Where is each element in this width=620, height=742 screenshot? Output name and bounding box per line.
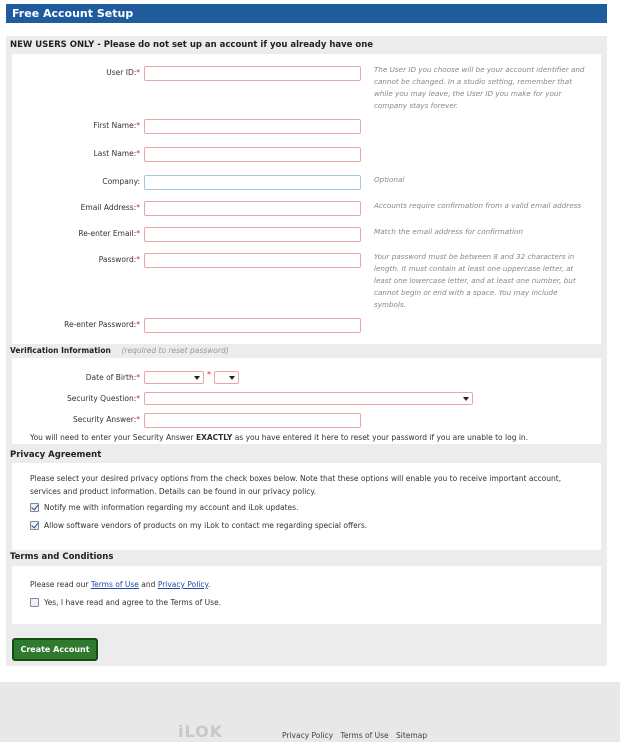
chevron-down-icon bbox=[194, 376, 200, 380]
password-hint: Your password must be between 8 and 32 characters in length. It must contain at least one uppercase letter, at least one lowercase letter, and at least one number, but cannot begin or end with a space. You may include symbols. bbox=[374, 252, 576, 309]
vendors-checkbox[interactable] bbox=[30, 521, 39, 530]
company-label: Company: bbox=[102, 177, 140, 186]
company-input[interactable] bbox=[144, 175, 361, 190]
email-input[interactable] bbox=[144, 201, 361, 216]
security-answer-note: You will need to enter your Security Answer EXACTLY as you have entered it here to reset your password if you are unable to log in. bbox=[30, 433, 529, 442]
terms-of-use-link[interactable]: Terms of Use bbox=[90, 580, 139, 589]
email-hint: Accounts require confirmation from a valid email address bbox=[374, 201, 582, 210]
footer-link-sitemap[interactable]: Sitemap bbox=[396, 731, 428, 740]
ilok-logo: iLOK bbox=[178, 722, 224, 741]
first-name-input[interactable] bbox=[144, 119, 361, 134]
last-name-label: Last Name:* bbox=[93, 149, 140, 158]
page-title: Free Account Setup bbox=[6, 4, 607, 23]
security-question-label: Security Question:* bbox=[66, 394, 140, 403]
chevron-down-icon bbox=[229, 376, 235, 380]
security-question-select[interactable] bbox=[144, 392, 473, 405]
chevron-down-icon bbox=[463, 397, 469, 401]
dob-day-select[interactable] bbox=[214, 371, 239, 384]
footer-link-terms[interactable]: Terms of Use bbox=[340, 731, 389, 740]
verification-header: Verification Information (required to reset password) bbox=[10, 346, 229, 355]
terms-agree-row[interactable]: Yes, I have read and agree to the Terms of Use. bbox=[30, 598, 221, 607]
email-label: Email Address:* bbox=[80, 203, 140, 212]
dob-label: Date of Birth:* bbox=[85, 373, 140, 382]
footer bbox=[0, 682, 620, 742]
password-input[interactable] bbox=[144, 253, 361, 268]
privacy-policy-link[interactable]: Privacy Policy bbox=[157, 580, 208, 589]
create-account-button[interactable]: Create Account bbox=[12, 638, 98, 661]
terms-box bbox=[12, 566, 601, 624]
last-name-input[interactable] bbox=[144, 147, 361, 162]
privacy-header: Privacy Agreement bbox=[10, 450, 102, 460]
user-id-input[interactable] bbox=[144, 66, 361, 81]
password-confirm-input[interactable] bbox=[144, 318, 361, 333]
footer-links bbox=[282, 731, 432, 740]
privacy-option-notify[interactable]: Notify me with information regarding my account and iLok updates. bbox=[30, 503, 298, 512]
dob-month-select[interactable] bbox=[144, 371, 204, 384]
privacy-box bbox=[12, 463, 601, 550]
email-confirm-input[interactable] bbox=[144, 227, 361, 242]
dob-required-mark: * bbox=[207, 370, 211, 379]
terms-agree-checkbox[interactable] bbox=[30, 598, 39, 607]
privacy-option-vendors[interactable]: Allow software vendors of products on my iLok to contact me regarding special offers. bbox=[30, 521, 367, 530]
company-hint: Optional bbox=[374, 175, 405, 184]
footer-link-privacy[interactable]: Privacy Policy bbox=[282, 731, 334, 740]
password-label: Password:* bbox=[98, 255, 140, 264]
new-users-header: NEW USERS ONLY - Please do not set up an account if you already have one bbox=[10, 40, 374, 50]
first-name-label: First Name:* bbox=[93, 121, 140, 130]
terms-read-text: Please read our Terms of Use and Privacy Policy. bbox=[30, 580, 211, 589]
security-answer-label: Security Answer:* bbox=[73, 415, 140, 424]
password-confirm-label: Re-enter Password:* bbox=[64, 320, 140, 329]
terms-header: Terms and Conditions bbox=[10, 552, 114, 562]
privacy-text: Please select your desired privacy options from the check boxes below. Note that these options will enable you to receive important account, services and product information. Details can be found in our privacy policy. bbox=[30, 474, 562, 496]
notify-checkbox[interactable] bbox=[30, 503, 39, 512]
account-form-panel bbox=[6, 36, 607, 666]
security-answer-input[interactable] bbox=[144, 413, 361, 428]
email-confirm-label: Re-enter Email:* bbox=[78, 229, 140, 238]
user-id-label: User ID:* bbox=[106, 68, 140, 77]
account-fields-box bbox=[12, 54, 601, 344]
user-id-hint: The User ID you choose will be your account identifier and cannot be changed. In a studio setting, remember that while you may leave, the User ID you make for your company stays forever. bbox=[374, 65, 585, 110]
email-confirm-hint: Match the email address for confirmation bbox=[374, 227, 523, 236]
verification-box bbox=[12, 358, 601, 444]
